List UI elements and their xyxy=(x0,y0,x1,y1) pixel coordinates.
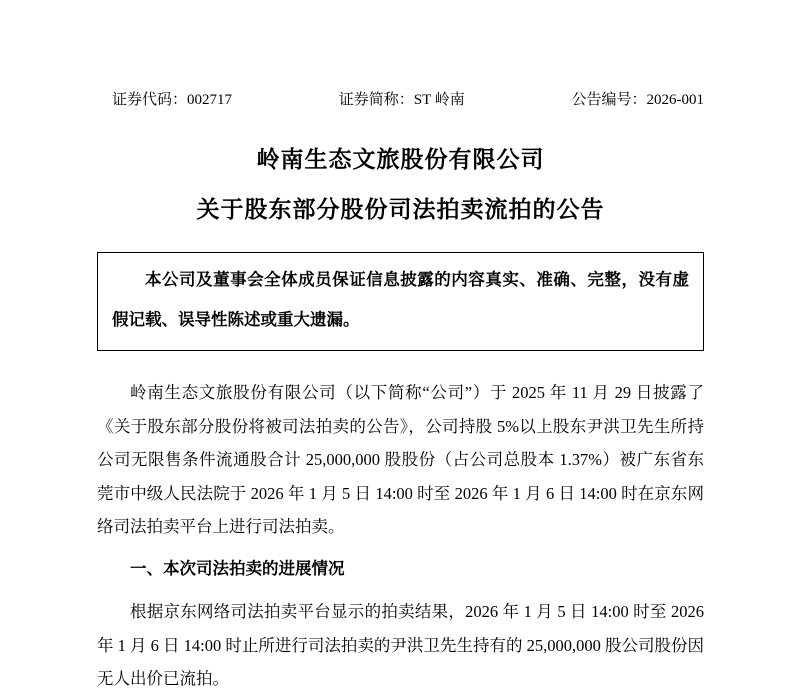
document-content xyxy=(97,0,704,696)
disclaimer-text: 本公司及董事会全体成员保证信息披露的内容真实、准确、完整，没有虚假记载、误导性陈述或重大遗漏。 xyxy=(112,270,689,329)
paragraph-auction-background: 岭南生态文旅股份有限公司（以下简称“公司”）于 2025 年 11 月 29 日披露了《关于股东部分股份将被司法拍卖的公告》，公司持股 5%以上股东尹洪卫先生所持公司无限售条件流通股合计 25,000,000 股股份（占公司总股本 1.37%）被广东省东莞市中级人民法院于 2026 年 1 月 5 日 14:00 时至 2026 年 1 月 6 日 14:00 时在京东网络司法拍卖平台上进行司法拍卖。 xyxy=(97,383,704,536)
paragraph-auction-result: 根据京东网络司法拍卖平台显示的拍卖结果，2026 年 1 月 5 日 14:00 时至 2026 年 1 月 6 日 14:00 时止所进行司法拍卖的尹洪卫先生持有的 25,000,000 股公司股份因无人出价已流拍。 xyxy=(97,602,704,688)
disclaimer-box xyxy=(97,252,704,351)
stock-code: 证券代码：002717 xyxy=(112,92,233,108)
stock-short-name: 证券简称：ST 岭南 xyxy=(338,92,465,108)
announcement-title: 关于股东部分股份司法拍卖流拍的公告 xyxy=(196,196,605,222)
company-name-title: 岭南生态文旅股份有限公司 xyxy=(256,146,545,172)
document-header xyxy=(97,90,704,110)
section-heading-auction-progress: 一、本次司法拍卖的进展情况 xyxy=(130,559,345,578)
announcement-number: 公告编号：2026-001 xyxy=(571,92,704,108)
